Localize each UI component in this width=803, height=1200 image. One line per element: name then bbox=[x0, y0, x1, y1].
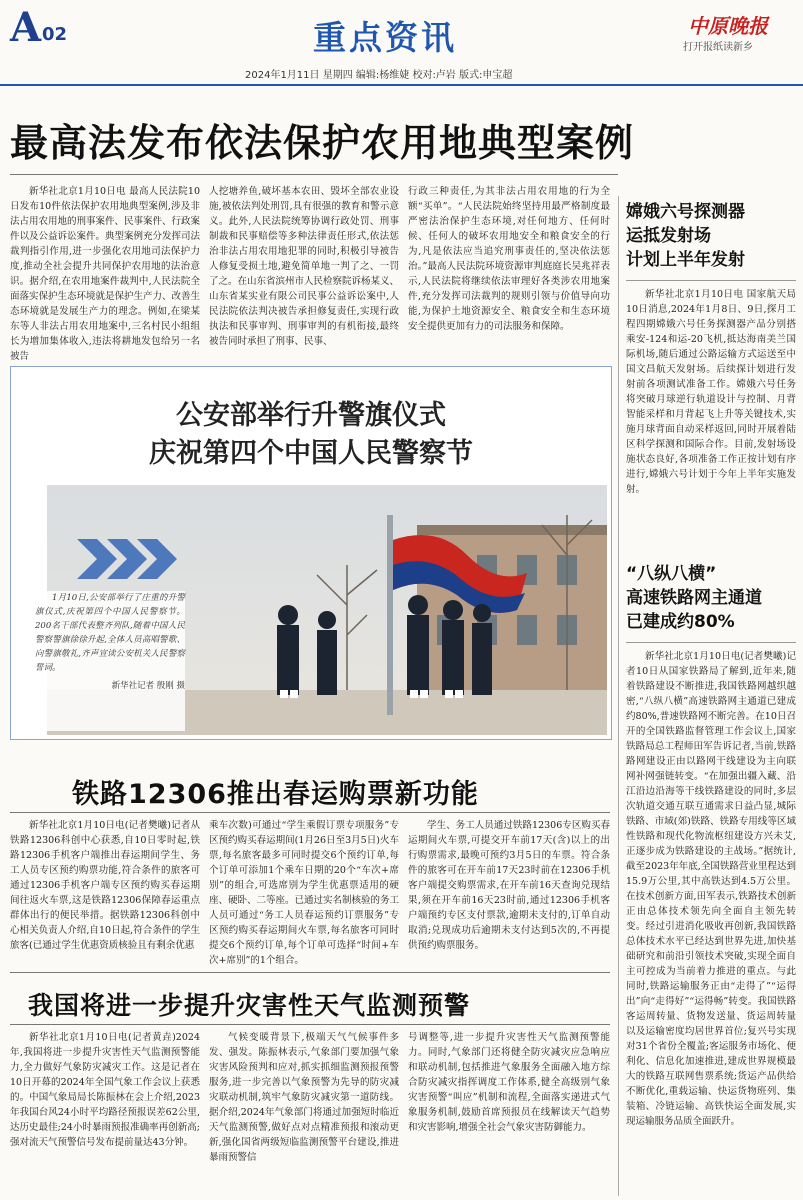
headline-divider bbox=[10, 174, 618, 175]
article2-text-2: 乘车次数)可通过“学生乘假订票专项服务”专区预约购买春运期间(1月26日至3月5日)火车票,每名旅客最多可同时提交6个预约订单,每个订单可添加1个乘车日期的20个“车次+席别”的组合,可选席别为学生优惠票适用的硬座、硬卧、二等座。已通过实名制核验的务工人员可通过“务工人员春运预约订票服务”专区预约购买春运期间火车票,每名旅客可同时提交6个预约订单,每个订单可选择“时间+车次+席别”的1个组合。 bbox=[209, 820, 399, 966]
page-letter: A bbox=[10, 4, 41, 51]
brand-slogan: 打开报纸读新乡 bbox=[683, 42, 753, 53]
article3-top-rule bbox=[10, 972, 610, 973]
side2-headline-line-3: 已建成约80% bbox=[626, 612, 735, 632]
masthead bbox=[0, 0, 803, 86]
article1-column-1 bbox=[10, 184, 200, 360]
article2-column-2 bbox=[209, 818, 399, 966]
column-separator bbox=[618, 196, 619, 1196]
side2-divider bbox=[626, 642, 796, 643]
feature-title-line-2: 庆祝第四个中国人民警察节 bbox=[149, 438, 473, 469]
side1-body-wrap bbox=[626, 287, 796, 535]
brand-logo: 中原晚报 bbox=[688, 14, 768, 38]
article1-column-2 bbox=[209, 184, 399, 360]
headline-weather-warning: 我国将进一步提升灾害性天气监测预警 bbox=[28, 991, 471, 1020]
article3-text-3: 号调整等,进一步提升灾害性天气监测预警能力。同时,气象部门还将健全防灾减灾应急响应和联动机制,包括推进气象服务全面融入地方综合防灾减灾指挥调度工作体系,健全高级别气象灾害预警“叫应”机制和流程,全面落实递进式气象服务机制,鼓励首席预报员在线解读天气趋势和灾害影响,增强全社会气象灾害防御能力。 bbox=[408, 1032, 610, 1133]
side1-headline-line-3: 计划上半年发射 bbox=[626, 250, 745, 270]
feature-title-line-1: 公安部举行升警旗仪式 bbox=[176, 400, 446, 431]
article1-column-3 bbox=[408, 184, 610, 360]
side1-divider bbox=[626, 280, 796, 281]
side-story-railway-network bbox=[626, 562, 796, 1197]
article2-text-1: 新华社北京1月10日电(记者樊曦)记者从铁路12306科创中心获悉,自10日零时起,铁路12306手机客户端推出春运期间学生、务工人员专区预约购票功能,符合条件的旅客可通过12306手机客户端专区预约购买春运期间往返火车票,这是铁路12306保障春运重点群体出行的便民举措。据铁路12306科创中心相关负责人介绍,自10日起,符合条件的学生旅客(已通过学生优惠资质核验且有剩余优惠 bbox=[10, 820, 200, 951]
article2-divider bbox=[10, 812, 610, 813]
article2-column-1 bbox=[10, 818, 200, 966]
headline-farmland-cases: 最高法发布依法保护农用地典型案例 bbox=[10, 121, 635, 165]
article2-column-3 bbox=[408, 818, 610, 966]
feature-box-police-day bbox=[10, 366, 612, 740]
article3-column-3 bbox=[408, 1030, 610, 1196]
article1-text-2: 人挖塘养鱼,破坏基本农田、毁坏全部农业设施,被依法判处刑罚,具有很强的教育和警示意义。此外,人民法院统筹协调行政处罚、刑事制裁和民事赔偿等多种法律责任形式,依法惩治非法占用农用地犯罪的同时,积极引导被告人修复受损土地,避免简单地一判了之、一罚了之。在山东省滨州市人民检察院诉杨某义、山东省某实业有限公司民事公益诉讼案中,人民法院依法判决被告承担修复责任,实现行政执法和民事审判、刑事审判的有机衔接,最终被告同时承担了刑事、民事、 bbox=[209, 186, 399, 347]
side1-headline-line-1: 嫦娥六号探测器 bbox=[626, 202, 745, 222]
photo-caption-block bbox=[35, 591, 185, 731]
side2-body: 新华社北京1月10日电(记者樊曦)记者10日从国家铁路局了解到,近年来,随着铁路建设不断推进,我国铁路网越织越密,“八纵八横”高速铁路网主通道已建成约80%,普速铁路网不断完善。在10日召开的全国铁路监督管理工作会议上,国家铁路局总工程师田军告诉记者,当前,铁路路网建设正由以路网干线建设为主向联网补网强链转变。“在加强出疆入藏、沿江沿边沿海等干线铁路建设的同时,多层次轨道交通互联互通需求日益凸显,城际铁路、市域(郊)铁路、铁路专用线等区域性铁路和现代化物流枢纽建设方兴未艾,正逐步成为铁路建设的主战场。”据统计,截至2023年年底,全国铁路营业里程达到15.9万公里,其中高铁达到4.5万公里。在技术创新方面,田军表示,铁路技术创新正由总体技术领先向全面自主领先转变。经过引进消化吸收再创新,我国铁路总体技术水平已经达到世界先进,加快基础研究和前沿引领技术突破,实现全面自主可控成为当前着力推进的重点。与此同时,铁路运输服务正由“走得了”“运得出”向“走得好”“运得畅”转变。我国铁路客运周转量、货物发送量、货运周转量以及运输密度均居世界首位;复兴号实现对31个省份全覆盖;客运服务市场化、便利化、信息化加速推进,建成世界规模最大的铁路互联网售票系统;货运产品供给不断优化,重载运输、快运货物班列、集装箱、冷链运输、高铁快运全面发展,实现运输服务品质全面跃升。 bbox=[626, 651, 796, 1127]
side2-headline-line-2: 高速铁路网主通道 bbox=[626, 588, 762, 608]
article3-text-2: 气候变暖背景下,极端天气气候事件多发、强发。陈振林表示,气象部门要加强气象灾害风险预判和应对,抓实抓细监测预报预警服务,进一步完善以气象预警为先导的防灾减灾联动机制,筑牢气象防灾减灾第一道防线。据介绍,2024年气象部门将通过加强短时临近天气监测预警,做好点对点精准预报和滚动更新,强化国省两级短临监测预警平台建设,推进暴雨预警信 bbox=[209, 1032, 399, 1163]
article1-text-1: 新华社北京1月10日电 最高人民法院10日发布10件依法保护农用地典型案例,涉及非法占用农用地的刑事案件、民事案件、行政案件以及公益诉讼案件。典型案例充分发挥司法裁判指引作用,进一步强化农用地司法保护力度,推动全社会提升共同保护农用地的法治意识。据介绍,在农用地案件裁判中,人民法院全面落实保护生态环境就是保护生产力、改善生态环境就是发展生产力的理念。例如,在梁某东等人非法占用农用地案中,三名村民小组组长为增加集体收入,违法将耕地发包给另一名被告 bbox=[10, 186, 200, 360]
article3-column-2 bbox=[209, 1030, 399, 1196]
article3-divider bbox=[10, 1024, 610, 1025]
dateline: 2024年1月11日 星期四 编辑:杨维婕 校对:卢岩 版式:申宝超 bbox=[245, 70, 513, 81]
photo-caption: 1月10日,公安部举行了庄重的升警旗仪式,庆祝第四个中国人民警察节。200名干部代表整齐列队,随着中国人民警察警旗徐徐升起,全体人员高唱警歌、向警旗敬礼,齐声宣读公安机关人民警察誓词。 bbox=[35, 593, 185, 673]
side2-headline-line-1: “八纵八横” bbox=[626, 564, 717, 584]
side-story-change6 bbox=[626, 200, 796, 535]
headline-railway-12306: 铁路12306推出春运购票新功能 bbox=[72, 779, 479, 810]
header-divider bbox=[0, 84, 803, 86]
chevron-decoration-icon bbox=[77, 539, 197, 579]
article1-text-3: 行政三种责任,为其非法占用农用地的行为全额“买单”。“人民法院始终坚持用最严格制度最严密法治保护生态环境,对任何地方、任何时候、任何人的破坏农用地安全和粮食安全的行为,凡是依法应当追究刑事责任的,坚决依法惩治。”最高人民法院环境资源审判庭庭长吴兆祥表示,人民法院将继续依法审理好各类涉农用地案件,充分发挥司法裁判的规则引领与价值导向功能,为保护土地资源安全、粮食安全和生态环境安全提供更加有力的司法服务和保障。 bbox=[408, 186, 610, 332]
section-title: 重点资讯 bbox=[313, 18, 457, 57]
article3-text-1: 新华社北京1月10日电(记者黄垚)2024年,我国将进一步提升灾害性天气监测预警能力,全力做好气象防灾减灾工作。这是记者在10日开幕的2024年全国气象工作会议上获悉的。中国气象局局长陈振林在会上介绍,2023年我国台风24小时平均路径预报误差62公里,达历史最佳;24小时暴雨预报准确率再创新高;强对流天气预警信号发布提前量达43分钟。 bbox=[10, 1032, 200, 1148]
side1-headline-line-2: 运抵发射场 bbox=[626, 226, 711, 246]
photo-credit: 新华社记者 殷刚 摄 bbox=[111, 681, 185, 691]
side2-body-wrap bbox=[626, 649, 796, 1197]
article3-column-1 bbox=[10, 1030, 200, 1196]
page-number: 02 bbox=[42, 24, 68, 45]
article2-text-3: 学生、务工人员通过铁路12306专区购买春运期间火车票,可提交开车前17天(含)以上的出行购票需求,最晚可预约3月5日的车票。符合条件的旅客可在开车前17天23时前在12306手机客户端提交购票需求,在开车前16天查询兑现结果,须在开车前16天23时前,通过12306手机客户端预约专区支付票款,逾期未支付的,订单自动取消;兑现成功后逾期未支付达到5次的,不再提供预约购票服务。 bbox=[408, 820, 610, 951]
side1-body: 新华社北京1月10日电 国家航天局10日消息,2024年1月8日、9日,探月工程四期嫦娥六号任务探测器产品分别搭乘安-124和运-20飞机,抵达海南美兰国际机场,随后通过公路运输方式运送至中国文昌航天发射场。后续探计划进行发射前各项测试准备工作。嫦娥六号任务将突破月球逆行轨道设计与控制、月背智能采样和月背起飞上升等关键技术,实施月球背面自动采样返回,同时开展着陆区科学探测和国际合作。目前,发射场设施状态良好,各项准备工作正按计划有序进行,嫦娥六号计划于今年上半年实施发射。 bbox=[626, 289, 796, 495]
